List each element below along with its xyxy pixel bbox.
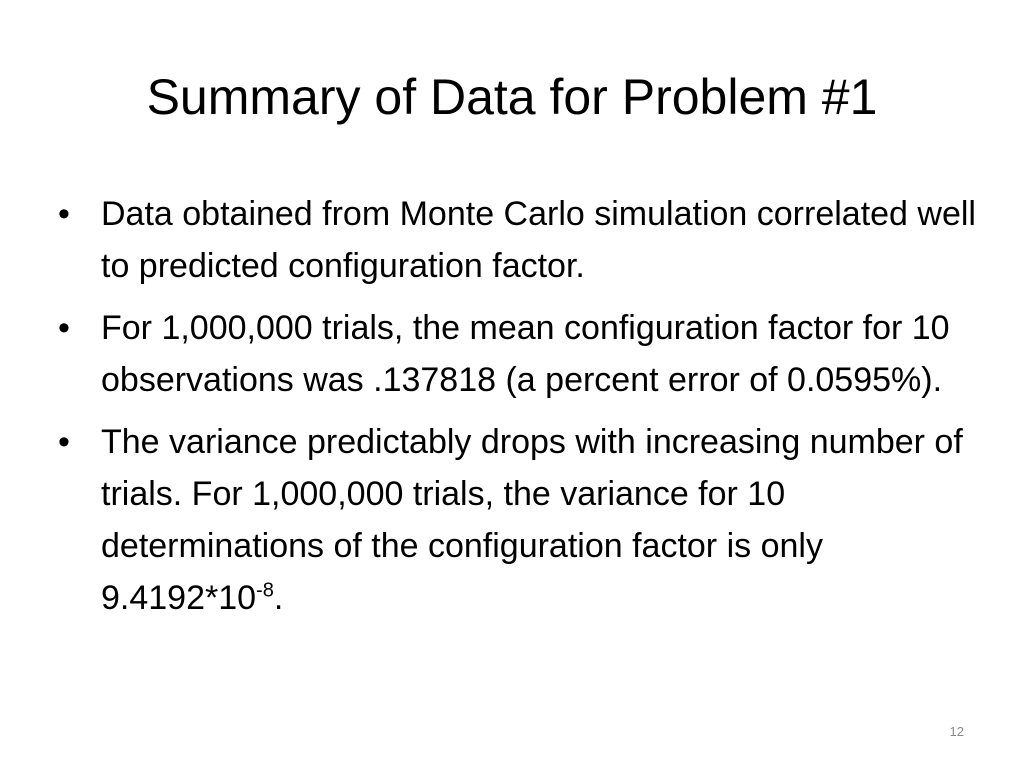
bullet-icon: • [58,309,70,347]
bullet-suffix: . [273,579,284,617]
bullet-list [58,188,978,634]
bullet-item-mean-factor [58,302,978,406]
bullet-icon: • [58,195,70,233]
bullet-text: The variance predictably drops with increasing number of trials. For 1,000,000 trials, the variance for 10 determinations of the configuration factor is only 9.4192*10 [101,423,963,617]
bullet-item-monte-carlo [58,188,978,292]
bullet-icon: • [58,423,70,461]
bullet-text: For 1,000,000 trials, the mean configuration factor for 10 observations was .137818 (a percent error of 0.0595%). [101,309,950,399]
exponent-superscript: -8 [256,579,274,602]
slide-title: Summary of Data for Problem #1 [146,69,878,125]
bullet-item-variance [58,416,978,624]
bullet-text: Data obtained from Monte Carlo simulation correlated well to predicted configuration factor. [101,195,976,285]
page-number: 12 [949,724,964,739]
